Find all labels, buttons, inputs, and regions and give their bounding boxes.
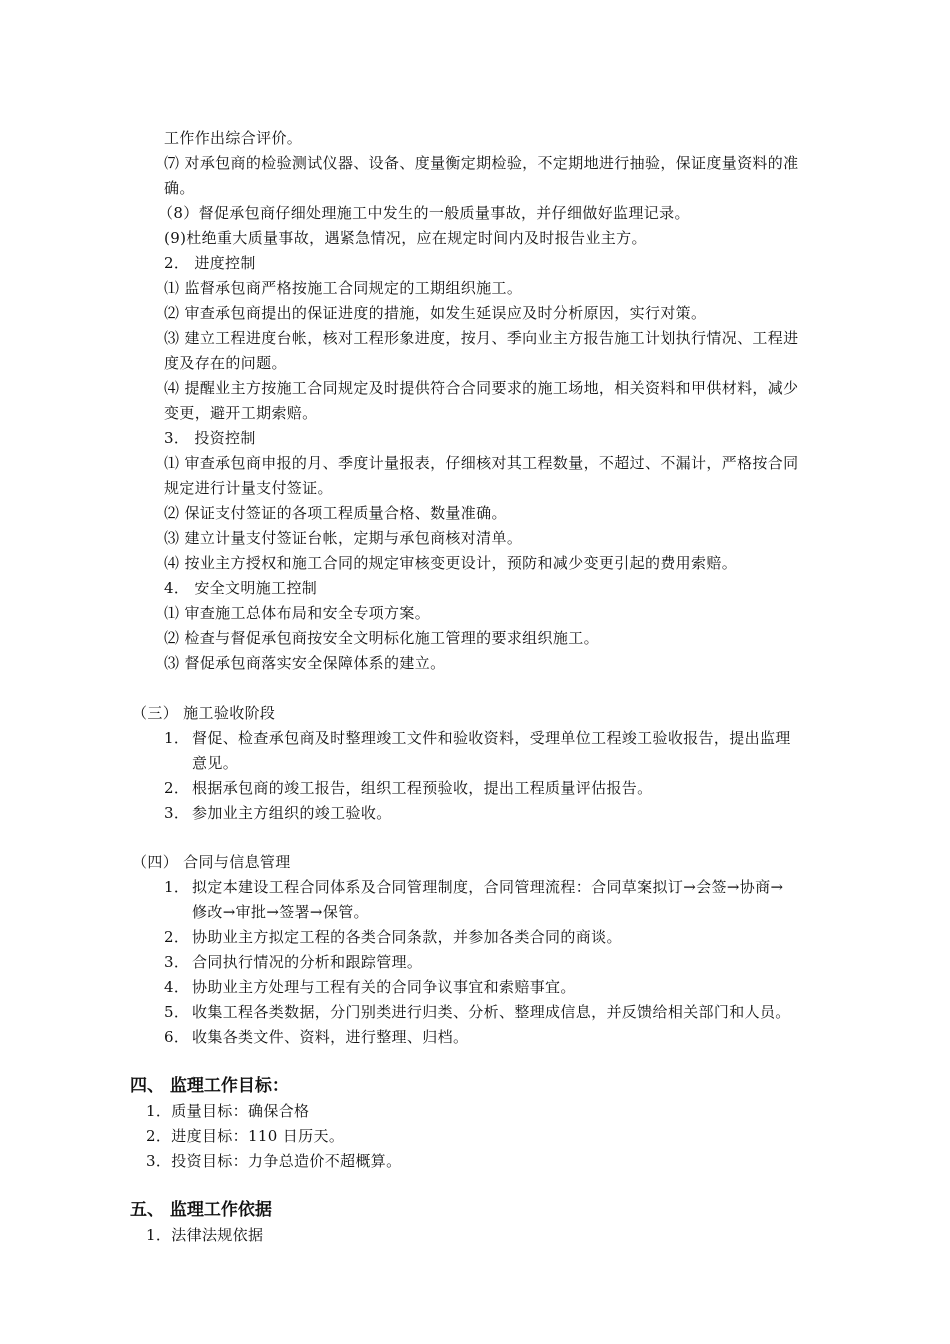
list-text: 收集各类文件、资料，进行整理、归档。 bbox=[192, 1028, 469, 1046]
list-number: 6． bbox=[164, 1028, 190, 1046]
paragraph-line: ⑴ 监督承包商严格按施工合同规定的工期组织施工。 bbox=[164, 279, 523, 297]
paragraph-line: ⑵ 保证支付签证的各项工程质量合格、数量准确。 bbox=[164, 504, 507, 522]
list-text: 根据承包商的竣工报告，组织工程预验收，提出工程质量评估报告。 bbox=[192, 779, 653, 797]
list-number: 2． bbox=[164, 928, 190, 946]
list-number: 3． bbox=[164, 953, 190, 971]
paragraph-line: 规定进行计量支付签证。 bbox=[164, 479, 333, 497]
list-item bbox=[164, 1028, 468, 1046]
paragraph-line: (9)杜绝重大质量事故，遇紧急情况，应在规定时间内及时报告业主方。 bbox=[164, 229, 647, 247]
list-number: 5． bbox=[164, 1003, 190, 1021]
list-item bbox=[164, 804, 392, 822]
list-number: 3． bbox=[164, 804, 190, 822]
list-item bbox=[164, 1003, 791, 1021]
chapter-heading: 五、 监理工作依据 bbox=[130, 1200, 272, 1220]
paragraph-line: 变更，避开工期索赔。 bbox=[164, 404, 318, 422]
paragraph-line: ⑺ 对承包商的检验测试仪器、设备、度量衡定期检验，不定期地进行抽验，保证度量资料的准 bbox=[164, 154, 799, 172]
list-text: 协助业主方拟定工程的各类合同条款，并参加各类合同的商谈。 bbox=[192, 928, 622, 946]
paragraph-line: ⑷ 提醒业主方按施工合同规定及时提供符合合同要求的施工场地，相关资料和甲供材料，减少 bbox=[164, 379, 799, 397]
basis-item: 1．法律法规依据 bbox=[146, 1226, 264, 1244]
list-item-continuation: 意见。 bbox=[192, 754, 239, 772]
paragraph-line: ⑶ 督促承包商落实安全保障体系的建立。 bbox=[164, 654, 446, 672]
goal-item: 2．进度目标：110 日历天。 bbox=[146, 1127, 345, 1145]
list-item bbox=[164, 928, 622, 946]
paragraph-line: 度及存在的问题。 bbox=[164, 354, 287, 372]
list-item bbox=[164, 953, 422, 971]
subsection-title: 3． 投资控制 bbox=[164, 429, 256, 447]
list-number: 1． bbox=[164, 878, 190, 896]
list-item bbox=[164, 878, 783, 896]
subsection-title: 2． 进度控制 bbox=[164, 254, 256, 272]
paragraph-line: 确。 bbox=[164, 179, 195, 197]
subsection-title: 4． 安全文明施工控制 bbox=[164, 579, 318, 597]
list-number: 2． bbox=[164, 779, 190, 797]
list-text: 督促、检查承包商及时整理竣工文件和验收资料，受理单位工程竣工验收报告，提出监理 bbox=[192, 729, 791, 747]
paragraph-line: ⑷ 按业主方授权和施工合同的规定审核变更设计，预防和减少变更引起的费用索赔。 bbox=[164, 554, 738, 572]
section-title: （四） 合同与信息管理 bbox=[132, 853, 291, 871]
goal-item: 3．投资目标：力争总造价不超概算。 bbox=[146, 1152, 402, 1170]
paragraph-line: ⑴ 审查施工总体布局和安全专项方案。 bbox=[164, 604, 431, 622]
list-number: 1． bbox=[164, 729, 190, 747]
paragraph-line: ⑶ 建立计量支付签证台帐，定期与承包商核对清单。 bbox=[164, 529, 523, 547]
paragraph-line: （8）督促承包商仔细处理施工中发生的一般质量事故，并仔细做好监理记录。 bbox=[158, 204, 690, 222]
list-item bbox=[164, 729, 791, 747]
goal-item: 1．质量目标：确保合格 bbox=[146, 1102, 310, 1120]
list-text: 协助业主方处理与工程有关的合同争议事宜和索赔事宜。 bbox=[192, 978, 576, 996]
paragraph-line: ⑶ 建立工程进度台帐，核对工程形象进度，按月、季向业主方报告施工计划执行情况、工程进 bbox=[164, 329, 799, 347]
list-text: 拟定本建设工程合同体系及合同管理制度，合同管理流程：合同草案拟订→会签→协商→ bbox=[192, 878, 784, 896]
list-item-continuation: 修改→审批→签署→保管。 bbox=[192, 903, 369, 921]
paragraph-line: ⑴ 审查承包商申报的月、季度计量报表，仔细核对其工程数量，不超过、不漏计，严格按合同 bbox=[164, 454, 799, 472]
section-title: （三） 施工验收阶段 bbox=[132, 704, 276, 722]
paragraph-line: 工作作出综合评价。 bbox=[164, 129, 303, 147]
paragraph-line: ⑵ 审查承包商提出的保证进度的措施，如发生延误应及时分析原因，实行对策。 bbox=[164, 304, 707, 322]
list-text: 收集工程各类数据，分门别类进行归类、分析、整理成信息，并反馈给相关部门和人员。 bbox=[192, 1003, 791, 1021]
list-text: 参加业主方组织的竣工验收。 bbox=[192, 804, 392, 822]
chapter-heading: 四、 监理工作目标： bbox=[130, 1076, 289, 1096]
list-text: 合同执行情况的分析和跟踪管理。 bbox=[192, 953, 423, 971]
list-item bbox=[164, 779, 653, 797]
list-item bbox=[164, 978, 576, 996]
paragraph-line: ⑵ 检查与督促承包商按安全文明标化施工管理的要求组织施工。 bbox=[164, 629, 599, 647]
list-number: 4． bbox=[164, 978, 190, 996]
